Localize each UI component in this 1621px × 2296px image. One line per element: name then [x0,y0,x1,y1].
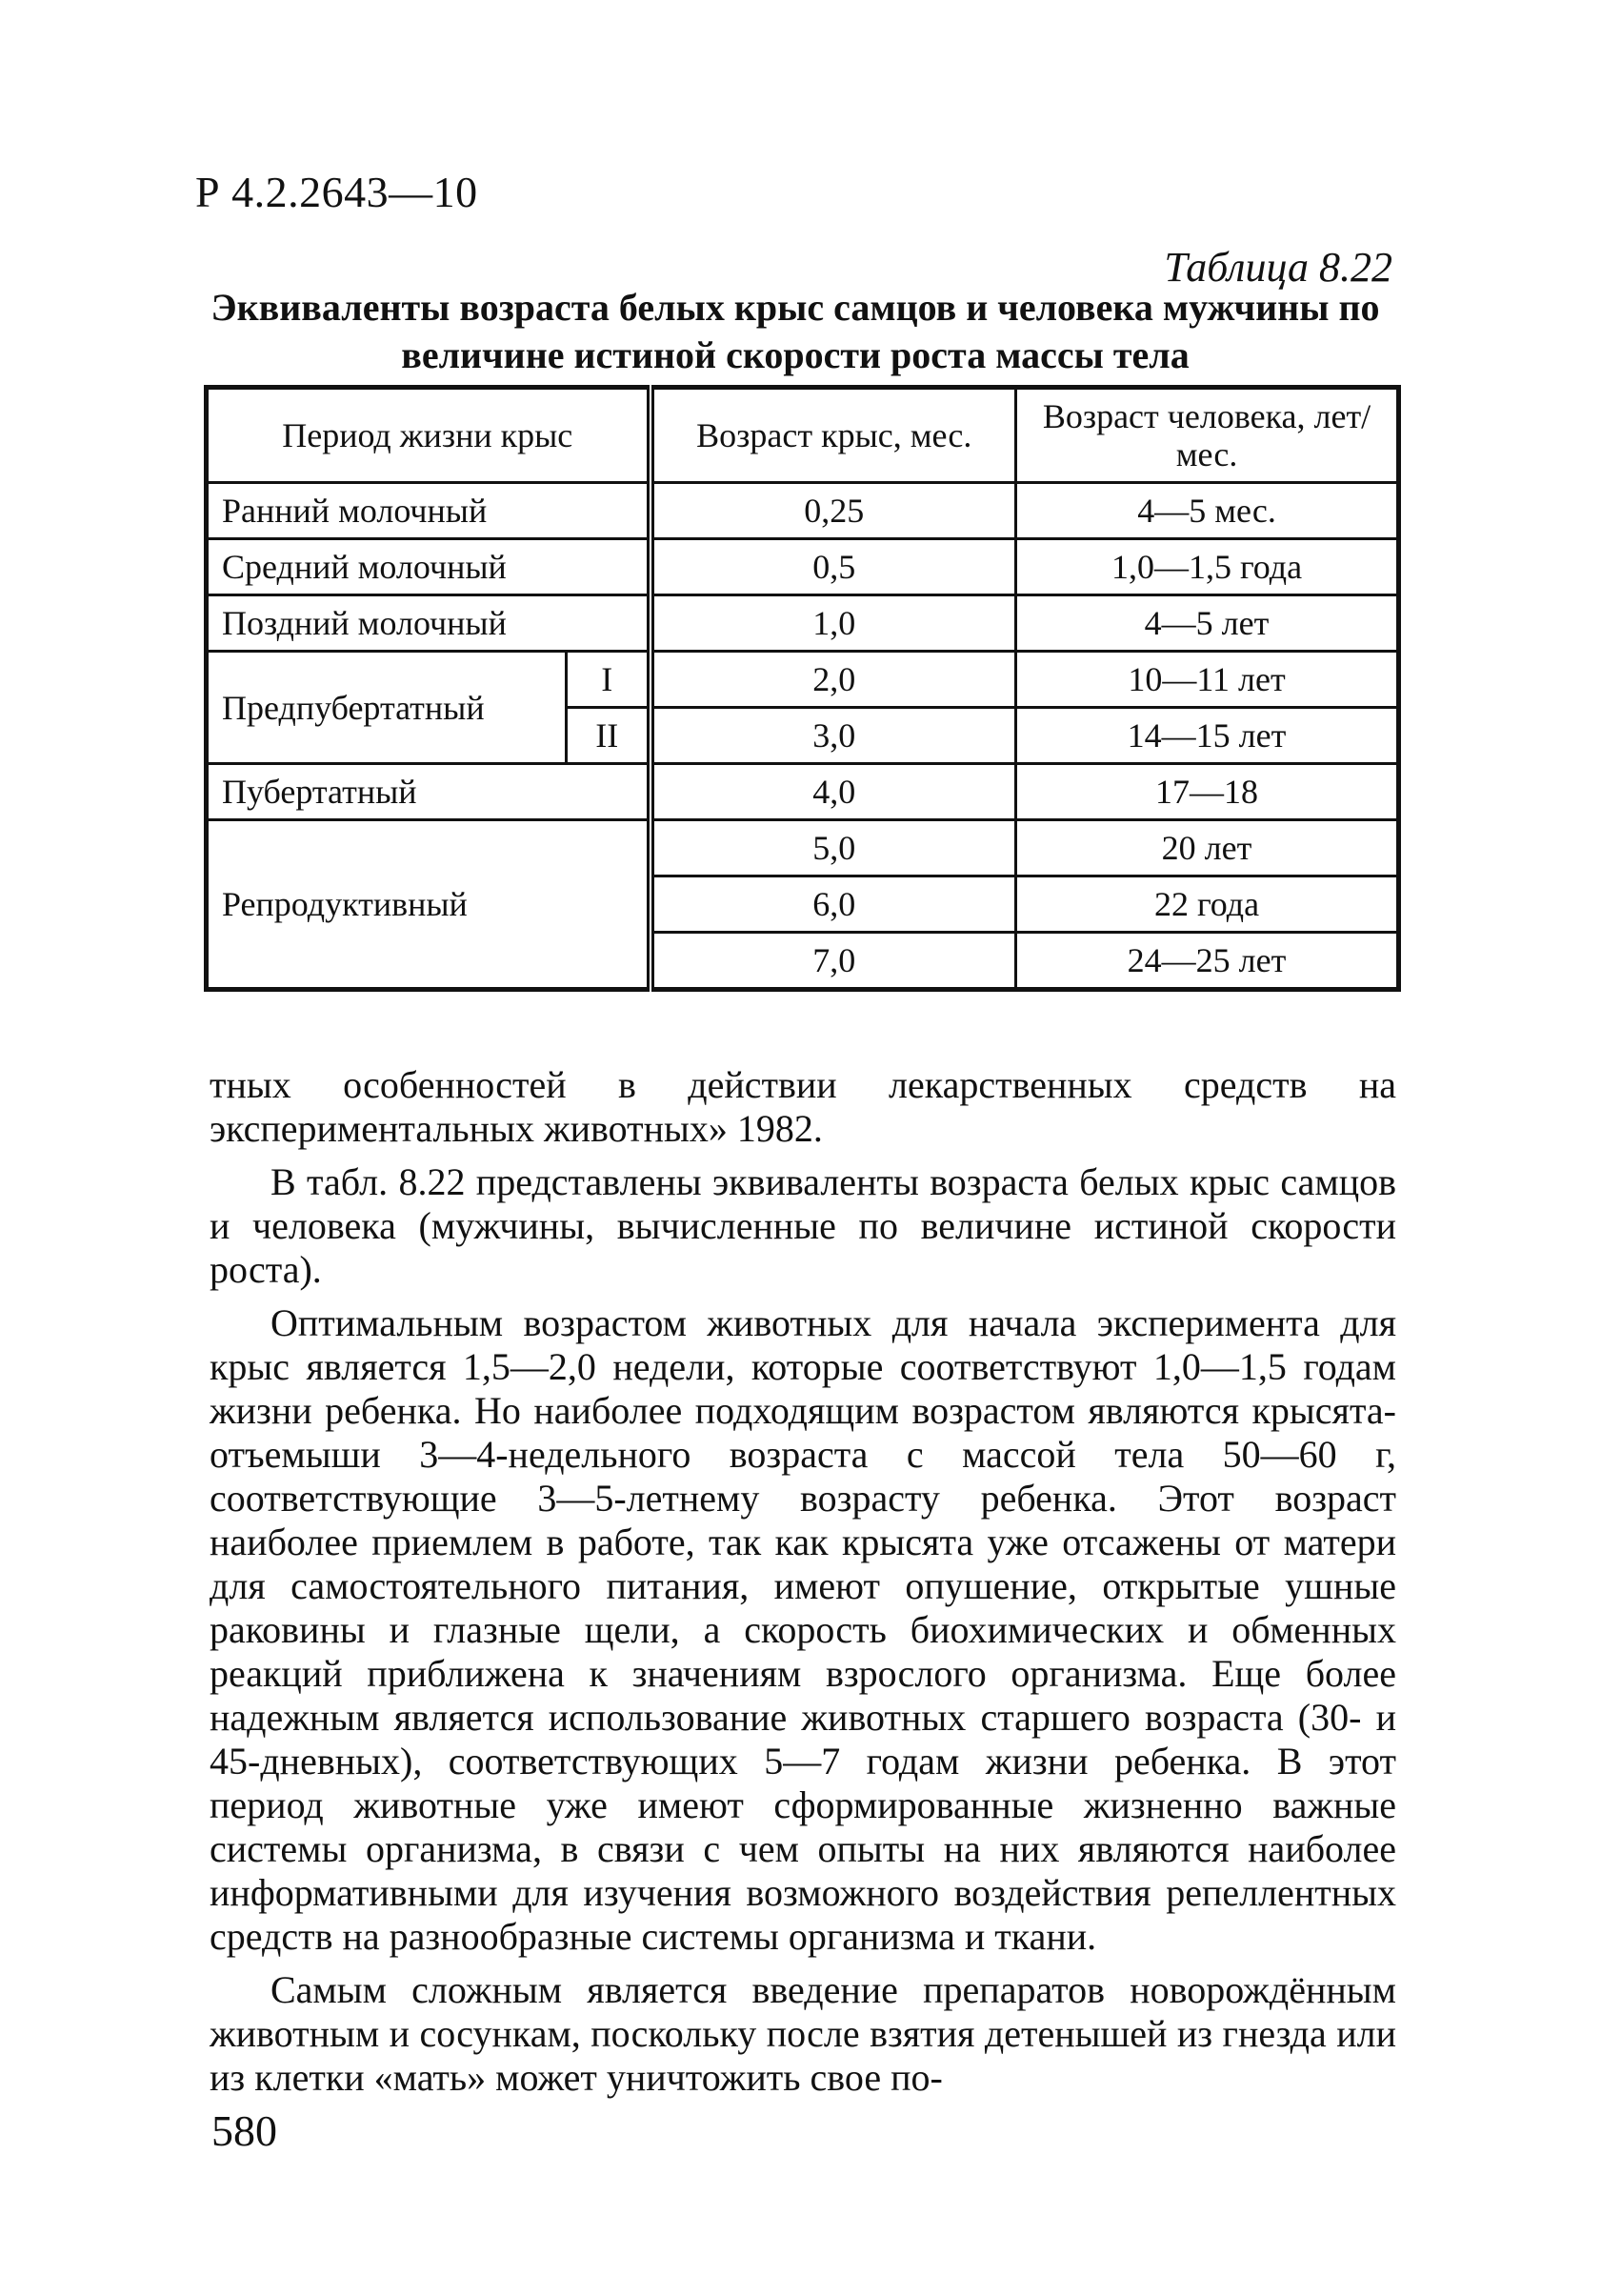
rat-age-cell: 0,5 [650,539,1016,595]
human-age-cell: 17—18 [1016,764,1399,820]
table-row [207,483,1399,539]
rat-age-cell: 0,25 [650,483,1016,539]
period-cell: Репродуктивный [207,820,650,990]
page-number: 580 [211,2106,277,2155]
period-cell: Предпубертатный [207,652,567,764]
table-row [207,764,1399,820]
table-row [207,595,1399,652]
table-title: Эквиваленты возраста белых крыс самцов и человека мужчины по величине истиной скорости роста массы тела [210,286,1380,376]
rat-age-cell: 1,0 [650,595,1016,652]
table-row [207,820,1399,876]
paragraph: Самым сложным является введение препаратов новорождённым животным и сосункам, поскольку после взятия детенышей из гнезда или из клетки «мать» может уничтожить свое по- [210,1968,1396,2099]
paragraph: тных особенностей в действии лекарственных средств на экспериментальных животных» 1982. [210,1063,1396,1150]
period-cell: Пубертатный [207,764,650,820]
column-header-rat-age: Возраст крыс, мес. [650,388,1016,483]
rat-age-cell: 2,0 [650,652,1016,708]
human-age-cell: 4—5 мес. [1016,483,1399,539]
human-age-cell: 24—25 лет [1016,933,1399,990]
table-label: Таблица 8.22 [1164,244,1392,291]
subperiod-cell: II [567,708,650,764]
rat-age-cell: 4,0 [650,764,1016,820]
paragraph: Оптимальным возрастом животных для начала эксперимента для крыс является 1,5—2,0 недели, которые соответствуют 1,0—1,5 годам жизни ребенка. Но наиболее подходящим возрастом являются крысята-отъемыши 3—4-недельного возраста с массой тела 50—60 г, соответствующие 3—5-летнему возрасту ребенка. Этот возраст наиболее приемлем в работе, так как крысята уже отсажены от матери для самостоятельного питания, имеют опушение, открытые ушные раковины и глазные щели, а скорость биохимических и обменных реакций приближена к значениям взрослого организма. Еще более надежным является использование животных старшего возраста (30- и 45-дневных), соответствующих 5—7 годам жизни ребенка. В этот период животные уже имеют сформированные жизненно важные системы организма, в связи с чем опыты на них являются наиболее информативными для изучения возможного воздействия репеллентных средств на разнообразные системы организма и ткани. [210,1301,1396,1958]
rat-age-cell: 3,0 [650,708,1016,764]
age-equivalents-table [204,385,1401,992]
table-row [207,539,1399,595]
period-cell: Ранний молочный [207,483,650,539]
human-age-cell: 22 года [1016,876,1399,933]
column-header-period: Период жизни крыс [207,388,650,483]
column-header-human-age: Возраст человека, лет/мес. [1016,388,1399,483]
paragraph: В табл. 8.22 представлены эквиваленты возраста белых крыс самцов и человека (мужчины, вычисленные по величине истиной скорости роста). [210,1160,1396,1291]
human-age-cell: 1,0—1,5 года [1016,539,1399,595]
subperiod-cell: I [567,652,650,708]
rat-age-cell: 5,0 [650,820,1016,876]
human-age-cell: 20 лет [1016,820,1399,876]
document-code: Р 4.2.2643—10 [195,168,478,216]
period-cell: Поздний молочный [207,595,650,652]
table-header-row [207,388,1399,483]
table-row [207,652,1399,708]
rat-age-cell: 7,0 [650,933,1016,990]
period-cell: Средний молочный [207,539,650,595]
human-age-cell: 4—5 лет [1016,595,1399,652]
body-text [210,1063,1396,2100]
human-age-cell: 14—15 лет [1016,708,1399,764]
human-age-cell: 10—11 лет [1016,652,1399,708]
rat-age-cell: 6,0 [650,876,1016,933]
